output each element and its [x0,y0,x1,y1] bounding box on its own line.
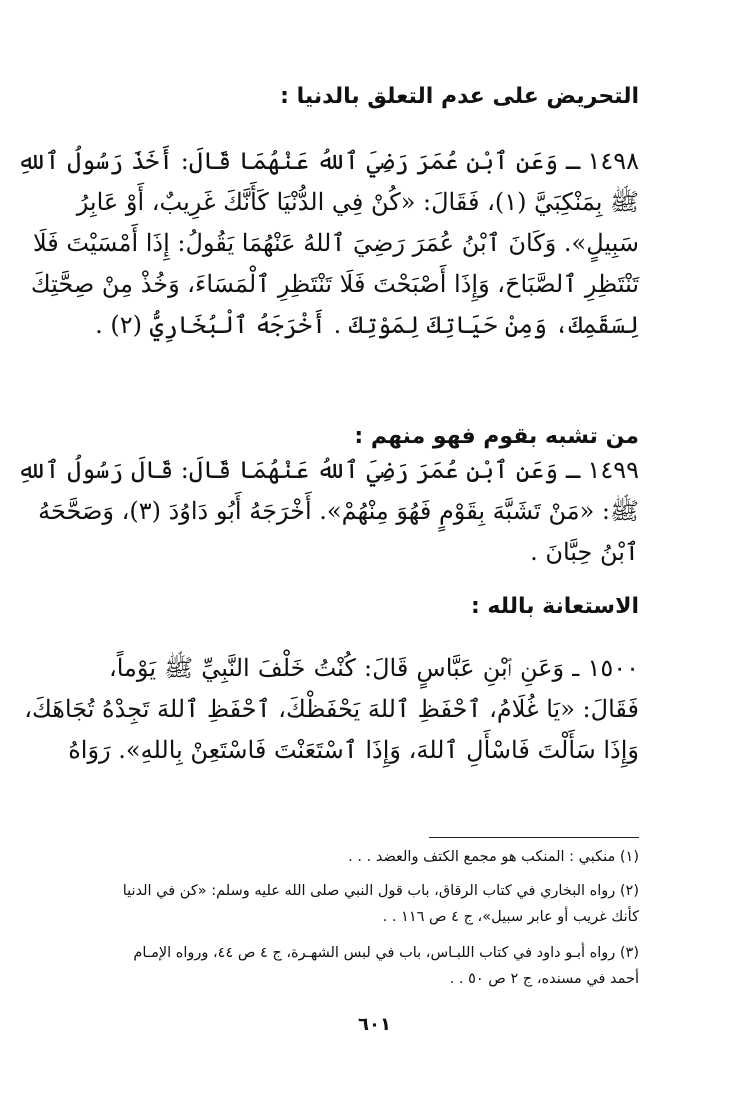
footnote-1 [109,844,639,870]
section-heading-1: التحريض على عدم التعلق بالدنيا : [280,84,639,109]
footnote-3 [109,940,639,992]
footnote-line: (٢) رواه البخاري في كتاب الرقاق، باب قول النبي صلى الله عليه وسلم: «كن في الدنيا [122,883,639,899]
section-heading-2: من تشبه بقوم فهو منهم : [354,424,639,449]
paragraph-line: ١٥٠٠ ـ وَعَنِ ٱبْنِ عَبَّاسٍ قَالَ: كُنْتُ خَلْفَ النَّبِيِّ ﷺ يَوْماً، [109,654,639,682]
paragraph-line: ١٤٩٨ ـ وَعَنِ ٱبْنِ عُمَرَ رَضِيَ ٱللهُ عَنْهُمَا قَالَ: أَخَذَ رَسُولُ ٱللهِ [17,147,639,175]
footnote-line: أحمد في مسنده، ج ٢ ص ٥٠ . . [449,971,639,987]
page-number: ٦٠١ [358,1014,391,1035]
paragraph-line: ١٤٩٩ ـ وَعَنِ ٱبْنِ عُمَرَ رَضِيَ ٱللهُ عَنْهُمَا قَالَ: قَالَ رَسُولُ ٱللهِ [17,456,639,484]
paragraph-line: تَنْتَظِرِ ٱلصَّبَاحَ، وَإِذَا أَصْبَحْتَ فَلَا تَنْتَظِرِ ٱلْمَسَاءَ، وَخُذْ مِنْ صِحَّتِكَ [30,270,639,298]
paragraph-line: سَبِيلٍ». وَكَانَ ٱبْنُ عُمَرَ رَضِيَ ٱللهُ عَنْهُمَا يَقُولُ: إِذَا أَمْسَيْتَ فَلَا [32,229,639,257]
hadith-1498-paragraph [17,141,639,346]
paragraph-line: ﷺ بِمَنْكِبَيَّ (١)، فَقَالَ: «كُنْ فِي الدُّنْيَا كَأَنَّكَ غَرِيبٌ، أَوْ عَابِرُ [76,188,639,216]
paragraph-line: وَإِذَا سَأَلْتَ فَاسْأَلِ ٱللهَ، وَإِذَا ٱسْتَعَنْتَ فَاسْتَعِنْ بِاللهِ». رَوَاهُ [68,736,639,764]
footnote-line: (١) منكبي : المنكب هو مجمع الكتف والعضد . . . [348,849,639,865]
paragraph-line: لِسَقَمِكَ، وَمِنْ حَيَاتِكَ لِمَوْتِكَ . أَخْرَجَهُ ٱلْبُخَارِيُّ (٢) . [95,311,639,339]
paragraph-line: ٱبْنُ حِبَّانَ . [530,538,639,566]
section-heading-3: الاستعانة بالله : [470,594,639,619]
paragraph-line: فَقَالَ: «يَا غُلَامُ، ٱحْفَظِ ٱللهَ يَحْفَظْكَ، ٱحْفَظِ ٱللهَ تَجِدْهُ تُجَاهَكَ، [24,695,639,723]
footnote-separator [429,837,639,838]
hadith-1499-paragraph [17,450,639,573]
footnote-2 [109,878,639,930]
paragraph-line: ﷺ: «مَنْ تَشَبَّهَ بِقَوْمٍ فَهُوَ مِنْهُمْ». أَخْرَجَهُ أَبُو دَاوُدَ (٣)، وَصَحَّحَهُ [38,497,639,525]
footnote-line: (٣) رواه أبـو داود في كتاب اللبـاس، باب في لبس الشهـرة، ج ٤ ص ٤٤، ورواه الإمـام [133,945,639,961]
hadith-1500-paragraph [24,648,639,771]
footnote-line: كأنك غريب أو عابر سبيل»، ج ٤ ص ١١٦ . . [382,909,639,925]
